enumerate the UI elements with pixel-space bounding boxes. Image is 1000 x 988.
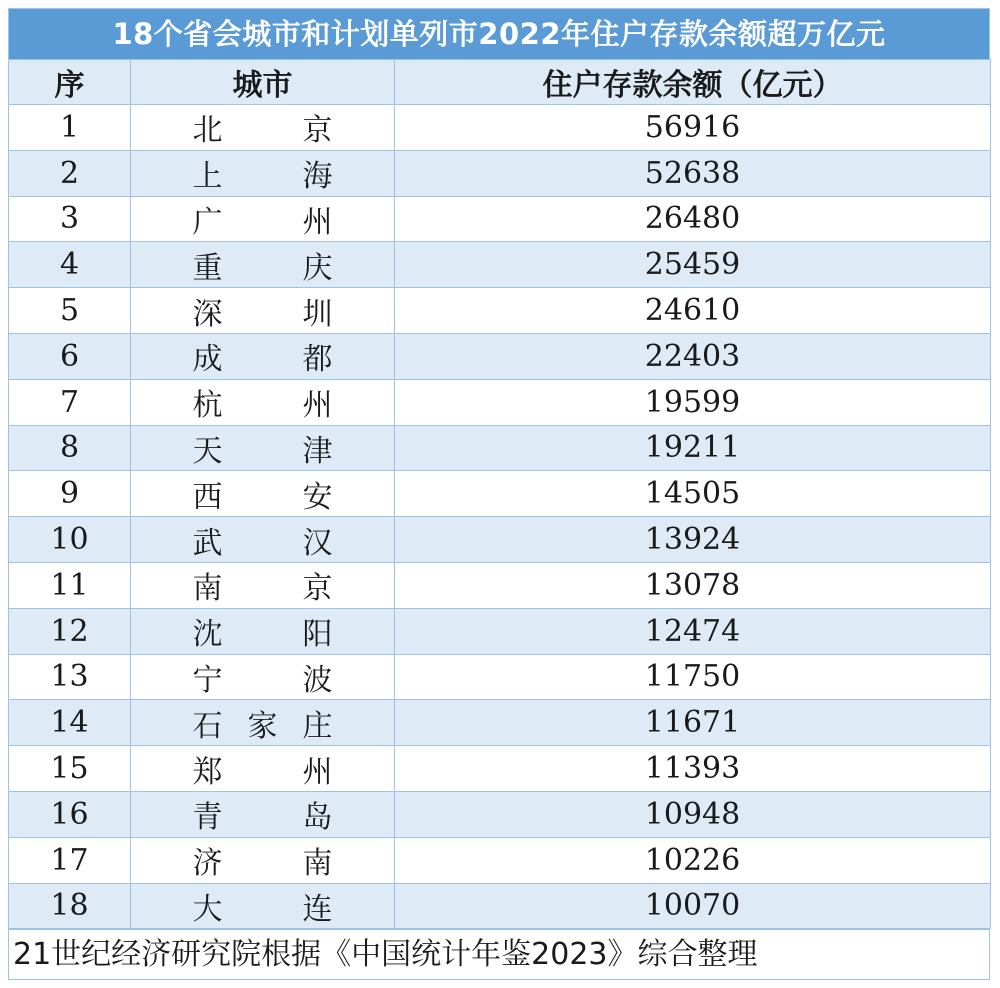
city-char: 宁 — [192, 662, 223, 698]
city-char: 郑 — [192, 754, 223, 790]
row-index: 1 — [9, 105, 131, 151]
row-index: 12 — [9, 608, 131, 654]
city-char: 都 — [302, 342, 333, 378]
row-deposit: 25459 — [395, 242, 991, 288]
row-deposit: 22403 — [395, 333, 991, 379]
table-row — [9, 196, 991, 242]
row-city — [131, 333, 395, 379]
row-city — [131, 150, 395, 196]
source-note: 21世纪经济研究院根据《中国统计年鉴2023》综合整理 — [9, 929, 989, 980]
table-row — [9, 654, 991, 700]
city-char: 南 — [192, 571, 223, 607]
row-index: 8 — [9, 425, 131, 471]
city-char: 成 — [192, 342, 223, 378]
row-index: 6 — [9, 333, 131, 379]
city-char: 京 — [302, 571, 333, 607]
table-row — [9, 608, 991, 654]
row-deposit: 13078 — [395, 562, 991, 608]
city-char: 西 — [192, 479, 223, 515]
city-name — [193, 426, 333, 470]
row-city — [131, 837, 395, 883]
row-city — [131, 379, 395, 425]
deposit-table — [8, 59, 991, 929]
row-deposit: 11671 — [395, 700, 991, 746]
row-index: 3 — [9, 196, 131, 242]
table-row — [9, 288, 991, 334]
city-char: 安 — [302, 479, 333, 515]
city-char: 济 — [192, 846, 223, 882]
row-deposit: 11750 — [395, 654, 991, 700]
city-char: 津 — [302, 433, 333, 469]
city-char: 沈 — [192, 617, 223, 653]
city-name — [193, 563, 333, 607]
table-row — [9, 700, 991, 746]
table-row — [9, 562, 991, 608]
city-name — [193, 243, 333, 287]
table-row — [9, 517, 991, 563]
row-index: 14 — [9, 700, 131, 746]
city-char: 南 — [302, 846, 333, 882]
city-char: 青 — [192, 800, 223, 836]
deposit-table-card — [8, 8, 990, 980]
row-city — [131, 425, 395, 471]
row-index: 11 — [9, 562, 131, 608]
row-index: 15 — [9, 746, 131, 792]
row-index: 13 — [9, 654, 131, 700]
city-char: 州 — [302, 388, 333, 424]
row-deposit: 10070 — [395, 883, 991, 929]
table-row — [9, 791, 991, 837]
city-name — [193, 701, 333, 745]
city-char: 波 — [302, 662, 333, 698]
row-city — [131, 562, 395, 608]
table-row — [9, 333, 991, 379]
row-deposit: 10948 — [395, 791, 991, 837]
city-name — [193, 289, 333, 333]
table-row — [9, 150, 991, 196]
city-char: 重 — [192, 250, 223, 286]
city-char: 汉 — [302, 525, 333, 561]
header-deposit: 住户存款余额（亿元） — [395, 60, 991, 105]
city-char: 北 — [192, 113, 223, 149]
row-city — [131, 517, 395, 563]
row-deposit: 56916 — [395, 105, 991, 151]
row-city — [131, 746, 395, 792]
city-char: 天 — [192, 433, 223, 469]
row-city — [131, 700, 395, 746]
city-name — [193, 838, 333, 882]
row-city — [131, 288, 395, 334]
city-name — [193, 105, 333, 149]
row-city — [131, 105, 395, 151]
city-char: 大 — [192, 891, 223, 927]
city-char: 杭 — [192, 388, 223, 424]
city-name — [193, 884, 333, 928]
row-deposit: 11393 — [395, 746, 991, 792]
city-name — [193, 151, 333, 195]
row-deposit: 26480 — [395, 196, 991, 242]
header-city: 城市 — [131, 60, 395, 105]
row-index: 18 — [9, 883, 131, 929]
row-index: 5 — [9, 288, 131, 334]
city-name — [193, 609, 333, 653]
table-row — [9, 425, 991, 471]
row-city — [131, 471, 395, 517]
row-deposit: 24610 — [395, 288, 991, 334]
table-row — [9, 105, 991, 151]
row-deposit: 13924 — [395, 517, 991, 563]
city-char: 岛 — [302, 800, 333, 836]
city-char: 家 — [247, 708, 278, 744]
row-index: 2 — [9, 150, 131, 196]
row-city — [131, 608, 395, 654]
row-index: 4 — [9, 242, 131, 288]
city-char: 阳 — [302, 617, 333, 653]
row-city — [131, 654, 395, 700]
row-deposit: 12474 — [395, 608, 991, 654]
row-city — [131, 791, 395, 837]
city-char: 广 — [192, 204, 223, 240]
row-index: 9 — [9, 471, 131, 517]
row-index: 10 — [9, 517, 131, 563]
row-city — [131, 883, 395, 929]
table-row — [9, 379, 991, 425]
header-row — [9, 60, 991, 105]
table-row — [9, 883, 991, 929]
row-index: 7 — [9, 379, 131, 425]
row-deposit: 10226 — [395, 837, 991, 883]
row-deposit: 19599 — [395, 379, 991, 425]
city-name — [193, 792, 333, 836]
city-char: 上 — [192, 159, 223, 195]
table-row — [9, 242, 991, 288]
header-index: 序 — [9, 60, 131, 105]
city-char: 连 — [302, 891, 333, 927]
table-title: 18个省会城市和计划单列市2022年住户存款余额超万亿元 — [9, 9, 989, 59]
city-name — [193, 472, 333, 516]
row-index: 16 — [9, 791, 131, 837]
city-char: 石 — [192, 708, 223, 744]
city-name — [193, 334, 333, 378]
row-index: 17 — [9, 837, 131, 883]
row-deposit: 52638 — [395, 150, 991, 196]
city-char: 庄 — [302, 708, 333, 744]
row-city — [131, 196, 395, 242]
city-name — [193, 655, 333, 699]
table-row — [9, 837, 991, 883]
city-name — [193, 197, 333, 241]
city-char: 深 — [192, 296, 223, 332]
row-city — [131, 242, 395, 288]
city-name — [193, 518, 333, 562]
city-name — [193, 380, 333, 424]
city-char: 州 — [302, 754, 333, 790]
city-name — [193, 747, 333, 791]
city-char: 庆 — [302, 250, 333, 286]
city-char: 京 — [302, 113, 333, 149]
row-deposit: 14505 — [395, 471, 991, 517]
city-char: 海 — [302, 159, 333, 195]
table-row — [9, 471, 991, 517]
city-char: 武 — [192, 525, 223, 561]
city-char: 州 — [302, 204, 333, 240]
table-row — [9, 746, 991, 792]
table-body — [9, 105, 991, 929]
city-char: 圳 — [302, 296, 333, 332]
row-deposit: 19211 — [395, 425, 991, 471]
